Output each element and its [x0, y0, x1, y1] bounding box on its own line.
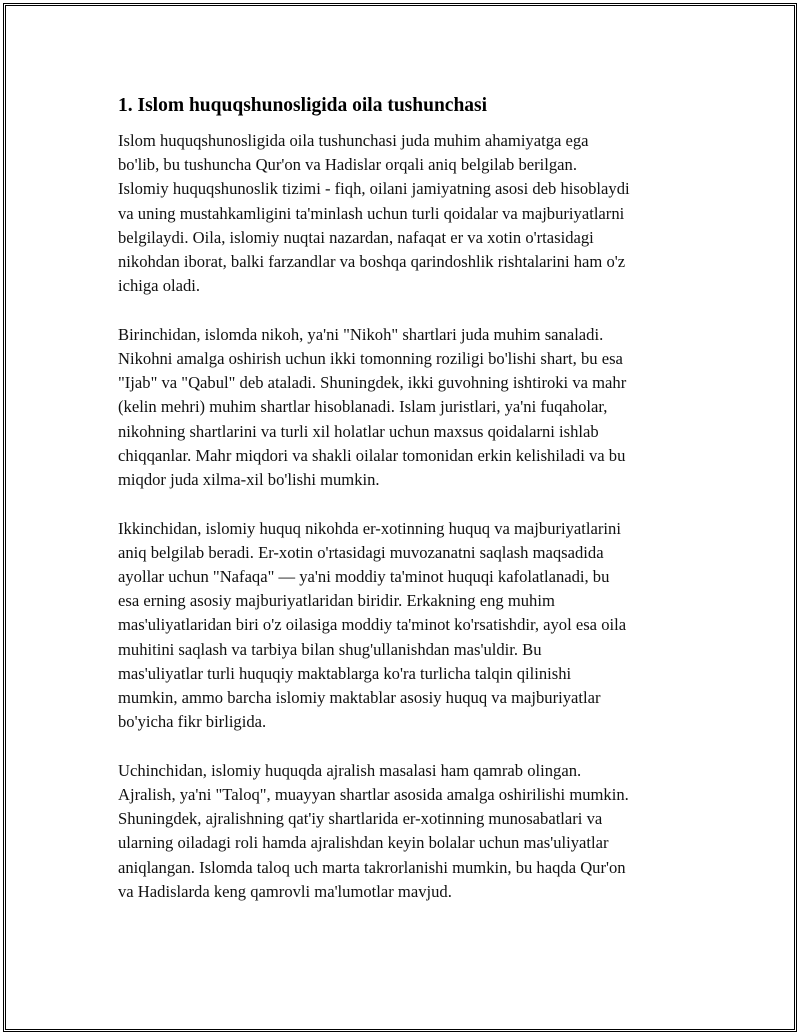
text-line: mas'uliyatlar turli huquqiy maktablarga ko'ra turlicha talqin qilinishi — [118, 663, 572, 683]
text-line: (kelin mehri) muhim shartlar hisoblanadi. Islam juristlari, ya'ni fuqaholar, — [118, 397, 608, 417]
text-line: aniqlangan. Islomda taloq uch marta takrorlanishi mumkin, bu haqda Qur'on — [118, 857, 626, 877]
text-line: Islomiy huquqshunoslik tizimi - fiqh, oilani jamiyatning asosi deb hisoblaydi — [118, 179, 630, 199]
document-body — [118, 92, 688, 928]
text-line: mas'uliyatlaridan biri o'z oilasiga moddiy ta'minot ko'rsatishdir, ayol esa oila — [118, 615, 627, 635]
paragraph-list — [118, 129, 688, 904]
text-line: miqdor juda xilma-xil bo'lishi mumkin. — [118, 470, 380, 490]
text-line: Ikkinchidan, islomiy huquq nikohda er-xotinning huquq va majburiyatlarini — [118, 518, 621, 538]
text-line: mumkin, ammo barcha islomiy maktablar asosiy huquq va majburiyatlar — [118, 688, 601, 708]
text-line: belgilaydi. Oila, islomiy nuqtai nazardan, nafaqat er va xotin o'rtasidagi — [118, 227, 594, 247]
text-line: Uchinchidan, islomiy huquqda ajralish masalasi ham qamrab olingan. — [118, 760, 582, 780]
paragraph — [118, 517, 688, 735]
text-line: Shuningdek, ajralishning qat'iy shartlarida er-xotinning munosabatlari va — [118, 809, 603, 829]
paragraph — [118, 323, 688, 492]
text-line: muhitini saqlash va tarbiya bilan shug'ullanishdan mas'uldir. Bu — [118, 639, 542, 659]
text-line: nikohdan iborat, balki farzandlar va boshqa qarindoshlik rishtalarini ham o'z — [118, 252, 626, 272]
text-line: "Ijab" va "Qabul" deb ataladi. Shuningdek, ikki guvohning ishtiroki va mahr — [118, 373, 627, 393]
text-line: esa erning asosiy majburiyatlaridan biridir. Erkakning eng muhim — [118, 591, 555, 611]
text-line: aniq belgilab beradi. Er-xotin o'rtasidagi muvozanatni saqlash maqsadida — [118, 542, 604, 562]
text-line: Nikohni amalga oshirish uchun ikki tomonning roziligi bo'lishi shart, bu esa — [118, 349, 623, 369]
text-line: ichiga oladi. — [118, 276, 201, 296]
text-line: bo'lib, bu tushuncha Qur'on va Hadislar orqali aniq belgilab berilgan. — [118, 155, 577, 175]
text-line: Ajralish, ya'ni "Taloq", muayyan shartlar asosida amalga oshirilishi mumkin. — [118, 785, 629, 805]
section-heading: 1. Islom huquqshunosligida oila tushunchasi — [118, 95, 488, 116]
text-line: ularning oiladagi roli hamda ajralishdan keyin bolalar uchun mas'uliyatlar — [118, 833, 609, 853]
text-line: va Hadislarda keng qamrovli ma'lumotlar mavjud. — [118, 881, 452, 901]
text-line: va uning mustahkamligini ta'minlash uchun turli qoidalar va majburiyatlarni — [118, 203, 625, 223]
paragraph — [118, 759, 688, 904]
text-line: chiqqanlar. Mahr miqdori va shakli oilalar tomonidan erkin kelishiladi va bu — [118, 445, 626, 465]
text-line: Islom huquqshunosligida oila tushunchasi juda muhim ahamiyatga ega — [118, 131, 589, 150]
text-line: Birinchidan, islomda nikoh, ya'ni "Nikoh" shartlari juda muhim sanaladi. — [118, 324, 604, 344]
text-line: ayollar uchun "Nafaqa" — ya'ni moddiy ta'minot huquqi kafolatlanadi, bu — [118, 567, 610, 587]
text-line: nikohning shartlarini va turli xil holatlar uchun maxsus qoidalarni ishlab — [118, 421, 599, 441]
text-line: bo'yicha fikr birligida. — [118, 712, 267, 732]
paragraph — [118, 129, 688, 298]
